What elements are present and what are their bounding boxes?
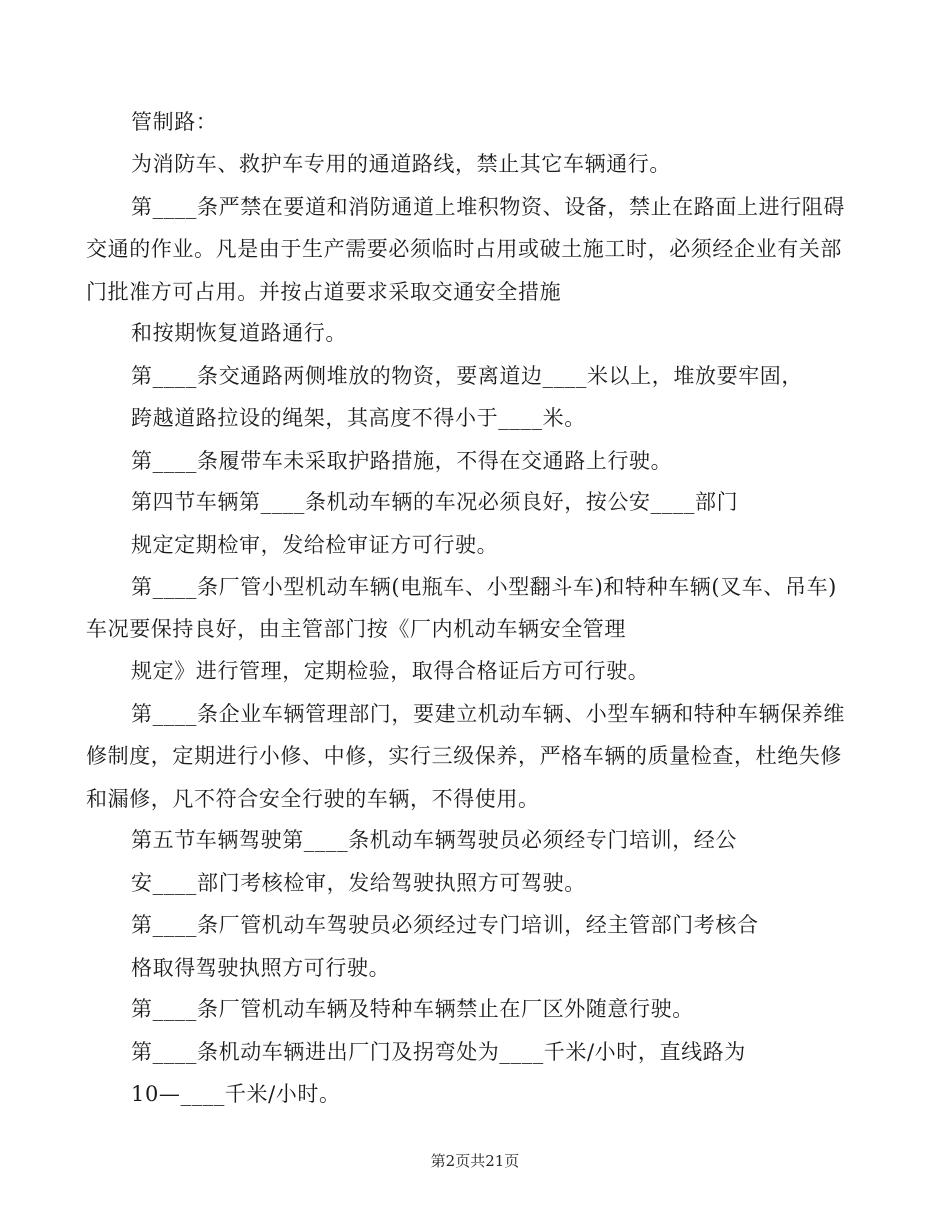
text-line: 门批准方可占用。并按占道要求采取交通安全措施 — [86, 280, 562, 304]
text-line: 跨越道路拉设的绳架，其高度不得小于____米。 — [131, 406, 586, 430]
text-line: 和按期恢复道路通行。 — [131, 321, 347, 345]
text-line: 第____条厂管机动车辆及特种车辆禁止在厂区外随意行驶。 — [131, 997, 694, 1021]
text-line: 第五节车辆驾驶第____条机动车辆驾驶员必须经专门培训，经公 — [131, 828, 737, 852]
text-line: 10—____千米/小时。 — [131, 1082, 341, 1106]
text-line: 管制路： — [131, 110, 218, 134]
text-line: 规定定期检审，发给检审证方可行驶。 — [131, 533, 499, 557]
text-line: 交通的作业。凡是由于生产需要必须临时占用或破土施工时，必须经企业有关部 — [86, 237, 842, 261]
text-line: 规定》进行管理，定期检验，取得合格证后方可行驶。 — [131, 659, 650, 683]
text-line: 第四节车辆第____条机动车辆的车况必须良好，按公安____部门 — [131, 490, 739, 514]
text-line: 第____条厂管机动车驾驶员必须经过专门培训，经主管部门考核合 — [131, 913, 759, 937]
text-line: 第____条厂管小型机动车辆(电瓶车、小型翻斗车)和特种车辆(叉车、吊车) — [131, 575, 837, 599]
text-line: 第____条严禁在要道和消防通道上堆积物资、设备，禁止在路面上进行阻碍 — [131, 195, 845, 219]
text-line: 修制度，定期进行小修、中修，实行三级保养，严格车辆的质量检查，杜绝失修 — [86, 744, 842, 768]
text-line: 和漏修，凡不符合安全行驶的车辆，不得使用。 — [86, 787, 540, 811]
text-line: 第____条履带车未采取护路措施，不得在交通路上行驶。 — [131, 449, 673, 473]
text-line: 第____条交通路两侧堆放的物资，要离道边____米以上，堆放要牢固， — [131, 364, 803, 388]
page-number-footer: 第2页共21页 — [430, 1152, 520, 1170]
text-line: 安____部门考核检审，发给驾驶执照方可驾驶。 — [131, 871, 586, 895]
text-line: 第____条企业车辆管理部门，要建立机动车辆、小型车辆和特种车辆保养维 — [131, 702, 845, 726]
text-line: 车况要保持良好，由主管部门按《厂内机动车辆安全管理 — [86, 617, 626, 641]
text-line: 第____条机动车辆进出厂门及拐弯处为____千米/小时，直线路为 — [131, 1040, 746, 1064]
text-line: 格取得驾驶执照方可行驶。 — [131, 956, 391, 980]
text-line: 为消防车、救护车专用的通道路线，禁止其它车辆通行。 — [131, 152, 671, 176]
